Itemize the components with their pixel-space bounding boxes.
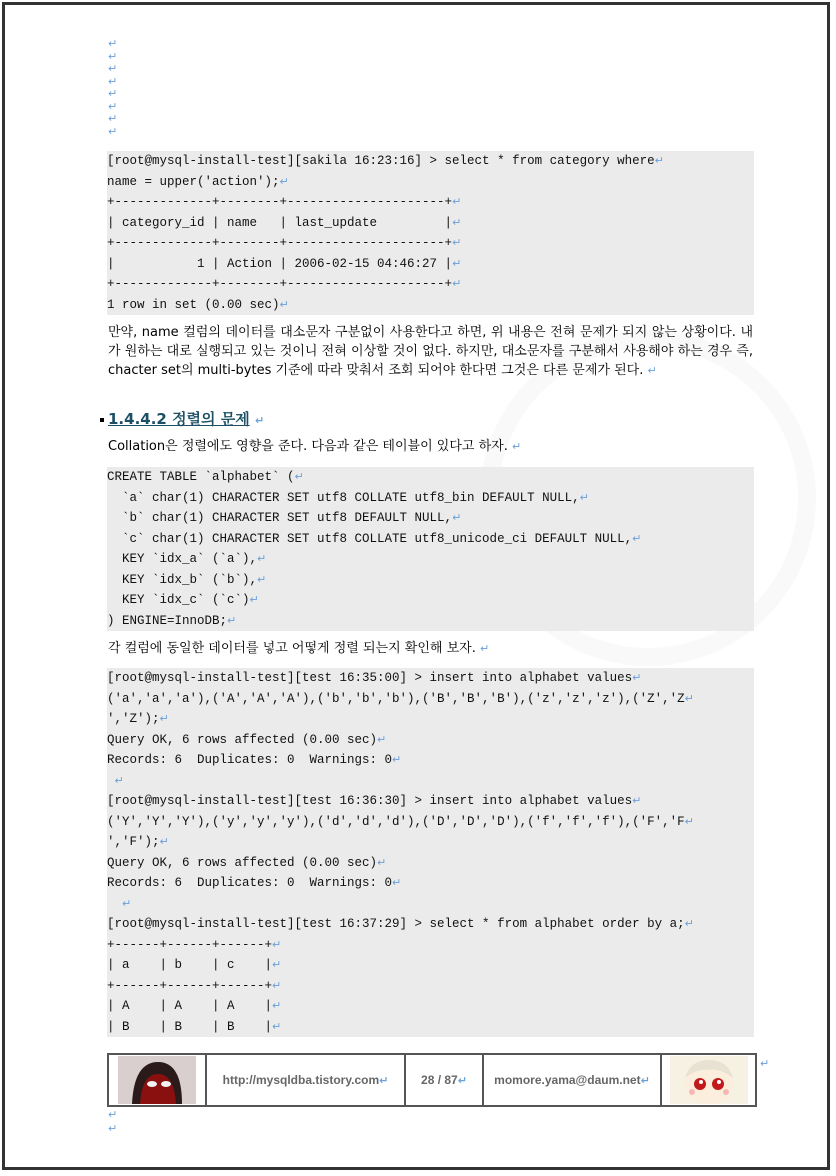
code-line: Records: 6 Duplicates: 0 Warnings: 0↵ [107,876,402,890]
code-line: | A | A | A |↵ [107,999,282,1013]
code-line [107,894,754,915]
code-line: | a | b | c |↵ [107,958,282,972]
code-block-create-table [107,467,754,631]
code-line: KEY `idx_b` (`b`),↵ [107,572,267,587]
return-mark: ↵ [159,835,169,848]
paragraph-case-sensitivity [108,323,753,380]
code-line: +-------------+--------+---------------------+↵ [107,195,462,209]
return-mark: ↵ [294,470,304,483]
section-heading [100,408,264,429]
code-line: ','F');↵ [107,835,169,849]
footer-url-cell [207,1055,406,1105]
code-line: ','Z');↵ [107,712,169,726]
return-mark: ↵ [272,958,282,971]
blank-paragraph-marks: ↵ ↵ ↵ ↵ ↵ ↵ ↵ ↵ [108,37,118,138]
trailing-paragraph-marks: ↵ ↵ [108,1108,118,1135]
code-line: Records: 6 Duplicates: 0 Warnings: 0↵ [107,753,402,767]
avatar-left-image [118,1056,196,1104]
code-line: `c` char(1) CHARACTER SET utf8 COLLATE utf8_unicode_ci DEFAULT NULL,↵ [107,531,642,546]
footer-url[interactable]: http://mysqldba.tistory.com [222,1073,380,1087]
return-mark: ↵ [227,613,237,627]
heading-text: 1.4.4.2 정렬의 문제 [108,410,250,428]
code-line [107,771,754,792]
return-mark: ↵ [159,712,169,725]
return-mark: ↵ [452,215,462,229]
page-footer [107,1053,757,1107]
return-mark: ↵ [257,572,267,586]
page-number: 28 / 87 [421,1073,458,1087]
return-mark: ↵ [114,773,124,787]
return-mark: ↵ [684,917,694,930]
code-line: KEY `idx_c` (`c`)↵ [107,593,259,607]
paragraph-text: Collation은 정렬에도 영향을 준다. 다음과 같은 테이블이 있다고 하자. [108,439,508,454]
return-mark: ↵ [379,1073,389,1087]
return-mark: ↵ [377,732,387,746]
code-line: ('a','a','a'),('A','A','A'),('b','b','b'),('B','B','B'),('z','z','z'),('Z','Z↵ [107,691,694,706]
return-mark: ↵ [452,277,462,290]
return-mark: ↵ [647,364,657,377]
code-line: +-------------+--------+---------------------+↵ [107,277,462,291]
return-mark: ↵ [452,236,462,249]
return-mark: ↵ [684,814,694,828]
code-line: [root@mysql-install-test][sakila 16:23:16] > select * from category where↵ [107,154,664,168]
return-mark: ↵ [654,154,664,167]
paragraph-text: 각 컬럼에 동일한 데이터를 넣고 어떻게 정렬 되는지 확인해 보자. [108,641,476,656]
footer-email-cell [484,1055,662,1105]
return-mark: ↵ [760,1057,770,1070]
code-line: | 1 | Action | 2006-02-15 04:46:27 |↵ [107,256,462,271]
code-line: Query OK, 6 rows affected (0.00 sec)↵ [107,732,387,747]
code-line: `b` char(1) CHARACTER SET utf8 DEFAULT NULL,↵ [107,511,462,525]
return-mark: ↵ [511,440,522,453]
return-mark: ↵ [479,642,490,655]
code-line: [root@mysql-install-test][test 16:35:00] > insert into alphabet values↵ [107,671,642,685]
return-mark: ↵ [632,671,642,684]
return-mark: ↵ [272,999,282,1012]
return-mark: ↵ [684,691,694,705]
code-block-category-query [107,151,754,315]
code-line: +-------------+--------+---------------------+↵ [107,236,462,250]
code-line: ) ENGINE=InnoDB;↵ [107,613,237,628]
footer-page-cell [406,1055,484,1105]
return-mark: ↵ [279,297,289,311]
code-line: `a` char(1) CHARACTER SET utf8 COLLATE utf8_bin DEFAULT NULL,↵ [107,490,589,505]
return-mark: ↵ [392,753,402,766]
avatar-right-image [670,1056,748,1104]
code-line: name = upper('action');↵ [107,174,289,189]
return-mark: ↵ [632,531,642,545]
bullet-icon [100,418,104,422]
code-line: | B | B | B |↵ [107,1019,282,1034]
paragraph-sort-check [108,639,753,658]
return-mark: ↵ [377,855,387,869]
return-mark: ↵ [457,1073,467,1087]
code-line: | category_id | name | last_update |↵ [107,215,462,230]
return-mark: ↵ [452,511,462,524]
return-mark: ↵ [272,1019,282,1033]
footer-right-image-cell [662,1055,755,1105]
return-mark: ↵ [279,174,289,188]
code-line: 1 row in set (0.00 sec)↵ [107,297,289,312]
code-line: KEY `idx_a` (`a`),↵ [107,552,267,566]
return-mark: ↵ [640,1073,650,1087]
code-line: +------+------+------+↵ [107,937,282,952]
return-mark: ↵ [392,876,402,889]
paragraph-text: 만약, name 컬럼의 데이터를 대소문자 구분없이 사용한다고 하면, 위 내용은 전혀 문제가 되지 않는 상황이다. 내가 원하는 대로 실행되고 있는 것이니 전혀 이상할 것이 없다. 하지만, 대소문자를 구분해서 사용해야 하는 경우 즉, chacter set의 multi-bytes 기준에 따라 맞춰서 조회 되어야 한다면 그것은 다른 문제가 된다. [108,325,753,378]
paragraph-collation [108,437,753,456]
code-line: Query OK, 6 rows affected (0.00 sec)↵ [107,855,387,870]
return-mark: ↵ [579,490,589,504]
code-line: [root@mysql-install-test][test 16:36:30] > insert into alphabet values↵ [107,794,642,808]
code-line: ('Y','Y','Y'),('y','y','y'),('d','d','d'),('D','D','D'),('f','f','f'),('F','F↵ [107,814,694,829]
return-mark: ↵ [122,896,132,910]
code-line: +------+------+------+↵ [107,978,282,993]
return-mark: ↵ [257,552,267,565]
return-mark: ↵ [249,593,259,606]
code-block-insert-select [107,668,754,1037]
footer-left-image-cell [109,1055,207,1105]
footer-email[interactable]: momore.yama@daum.net [494,1073,641,1087]
code-line: CREATE TABLE `alphabet` (↵ [107,470,304,484]
return-mark: ↵ [452,256,462,270]
return-mark: ↵ [452,195,462,208]
return-mark: ↵ [254,414,265,427]
return-mark: ↵ [272,978,282,992]
return-mark: ↵ [632,794,642,807]
code-line: [root@mysql-install-test][test 16:37:29] > select * from alphabet order by a;↵ [107,917,694,931]
return-mark: ↵ [272,937,282,951]
